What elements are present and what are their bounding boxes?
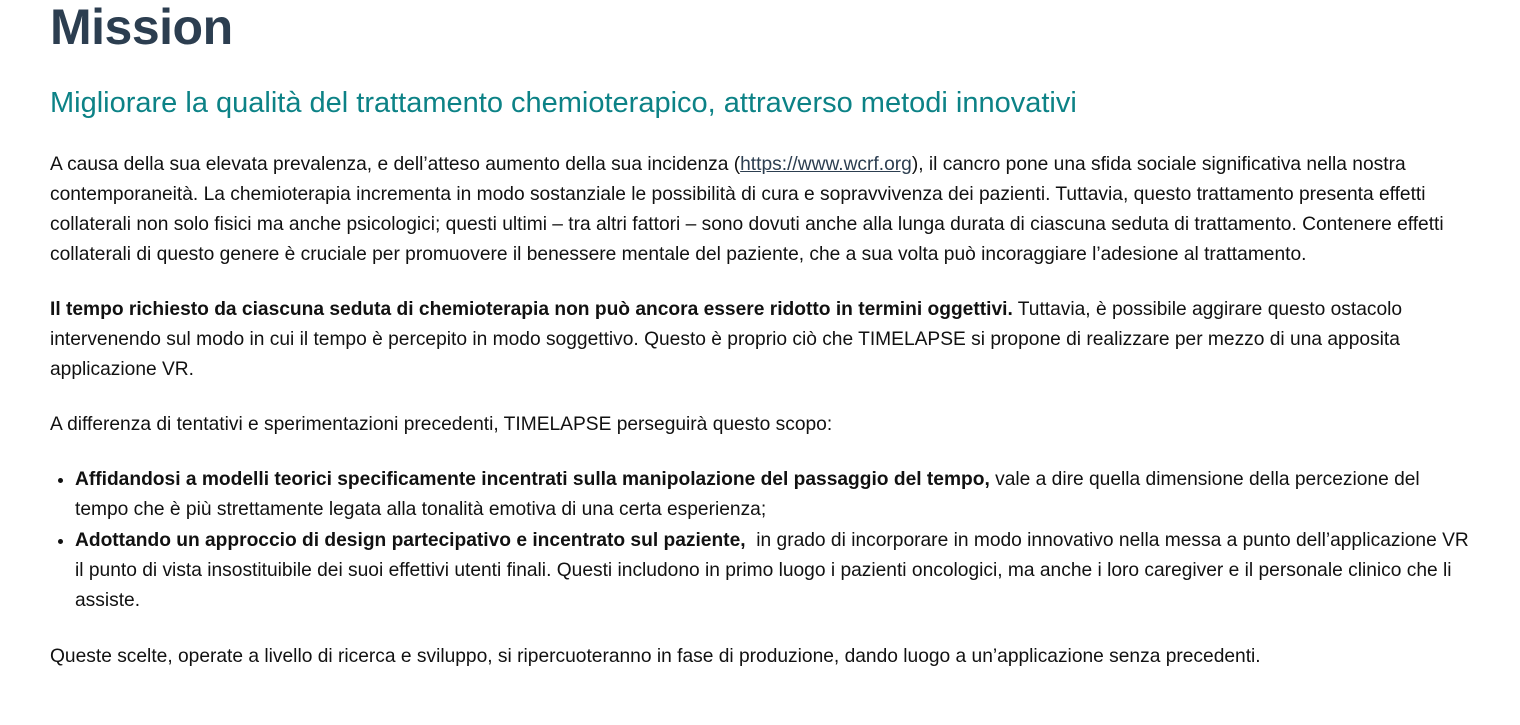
list-item-bold: Affidandosi a modelli teorici specificamente incentrati sulla manipolazione del passaggio del tempo,	[75, 469, 990, 490]
intro-text-after-link: ), il cancro pone una sfida sociale significativa nella nostra contemporaneità. La chemioterapia incrementa in modo sostanziale le possibilità di cura e sopravvivenza dei pazienti. Tuttavia, questo trattamento presenta effetti collaterali non solo fisici ma anche psicologici; questi ultimi – tra altri fattori – sono dovuti anche alla lunga durata di ciascuna seduta di trattamento. Contenere effetti collaterali di questo genere è cruciale per promuovere il benessere mentale del paziente, che a sua volta può incoraggiare l’adesione al trattamento.	[50, 154, 1444, 265]
list-item-text: vale a dire quella dimensione della percezione del tempo che è più strettamente legata alla tonalità emotiva di una certa esperienza;	[75, 469, 1420, 520]
approach-list	[50, 465, 1475, 616]
intro-text-before-link: A causa della sua elevata prevalenza, e dell’atteso aumento della sua incidenza (	[50, 154, 741, 175]
list-item	[75, 526, 1475, 616]
conclusion-paragraph: Queste scelte, operate a livello di ricerca e sviluppo, si ripercuoteranno in fase di produzione, dando luogo a un’applicazione senza precedenti.	[50, 646, 1261, 667]
time-paragraph-text: Tuttavia, è possibile aggirare questo ostacolo intervenendo sul modo in cui il tempo è percepito in modo soggettivo. Questo è proprio ciò che TIMELAPSE si propone di realizzare per mezzo di una apposita applicazione VR.	[50, 299, 1403, 380]
wcrf-link[interactable]: https://www.wcrf.org	[740, 154, 912, 175]
time-paragraph-bold: Il tempo richiesto da ciascuna seduta di chemioterapia non può ancora essere ridotto in termini oggettivi.	[50, 299, 1013, 320]
intro-paragraph	[50, 150, 1470, 270]
page-subtitle: Migliorare la qualità del trattamento chemioterapico, attraverso metodi innovativi	[50, 87, 1077, 119]
list-item-bold: Adottando un approccio di design partecipativo e incentrato sul paziente,	[75, 530, 746, 551]
list-item	[75, 465, 1470, 525]
list-item-text: in grado di incorporare in modo innovativo nella messa a punto dell’applicazione VR il punto di vista insostituibile dei suoi effettivi utenti finali. Questi includono in primo luogo i pazienti oncologici, ma anche i loro caregiver e il personale clinico che li assiste.	[75, 530, 1475, 611]
page-title: Mission	[50, 0, 233, 55]
time-paragraph	[50, 295, 1470, 385]
approach-paragraph: A differenza di tentativi e sperimentazioni precedenti, TIMELAPSE perseguirà questo scopo:	[50, 414, 833, 435]
